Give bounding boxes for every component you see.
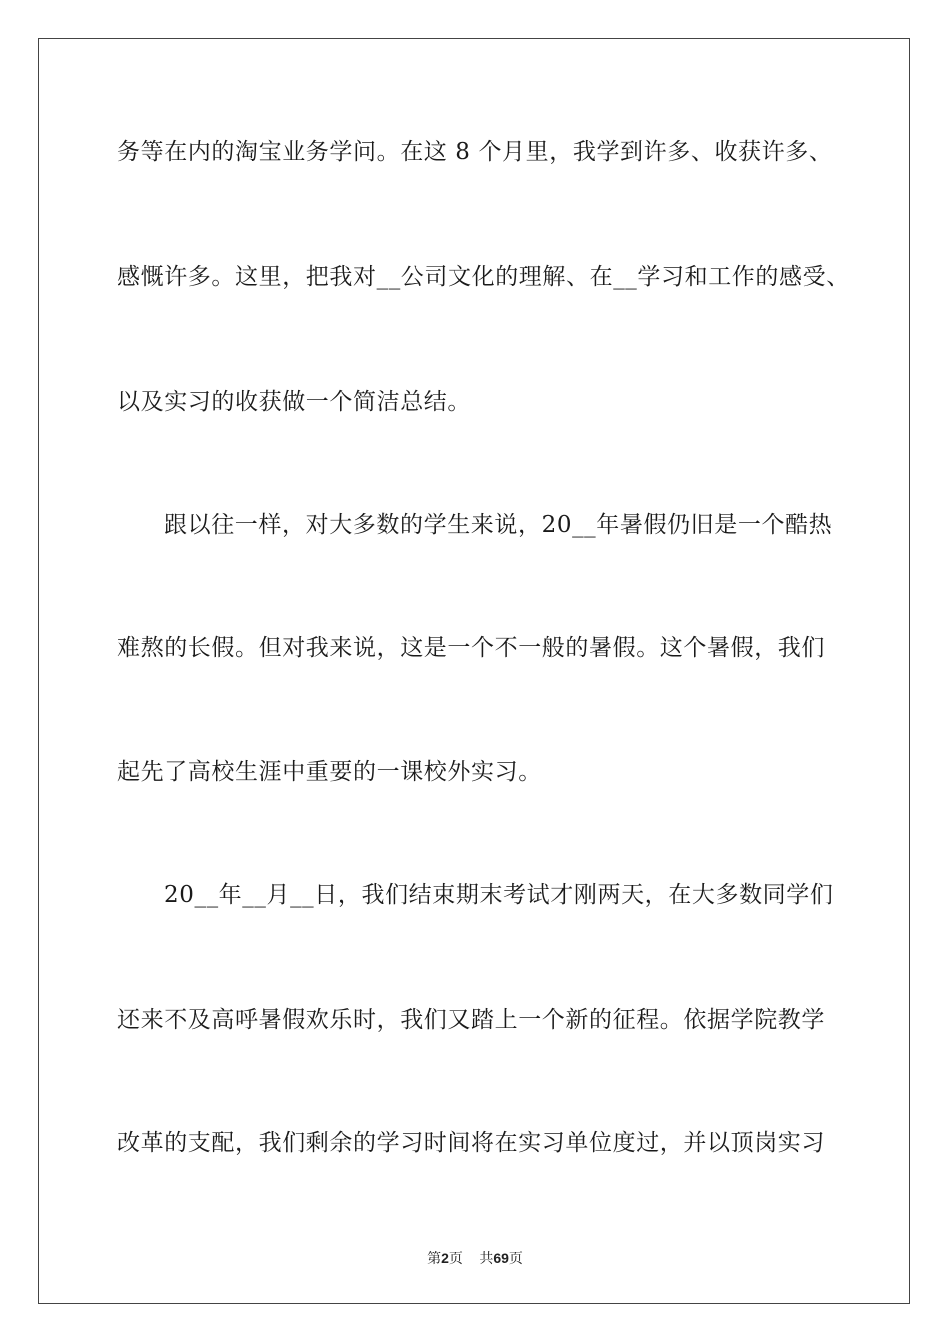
page-indicator: 第2页 bbox=[427, 1250, 463, 1267]
text-line: 感慨许多。这里，把我对__公司文化的理解、在__学习和工作的感受、 bbox=[117, 264, 850, 290]
text-line: 难熬的长假。但对我来说，这是一个不一般的暑假。这个暑假，我们 bbox=[117, 635, 825, 661]
text-line: 起先了高校生涯中重要的一课校外实习。 bbox=[117, 759, 542, 785]
page-border bbox=[38, 38, 910, 1304]
total-pages-indicator: 共69页 bbox=[479, 1250, 523, 1267]
paragraph-first-line: 跟以往一样，对大多数的学生来说，20__年暑假仍旧是一个酷热 bbox=[164, 512, 833, 538]
page-footer bbox=[0, 1248, 950, 1268]
text-line: 务等在内的淘宝业务学问。在这 8 个月里，我学到许多、收获许多、 bbox=[117, 139, 833, 165]
text-line: 改革的支配，我们剩余的学习时间将在实习单位度过，并以顶岗实习 bbox=[117, 1130, 825, 1156]
paragraph-first-line: 20__年__月__日，我们结束期末考试才刚两天，在大多数同学们 bbox=[164, 882, 834, 908]
text-line: 以及实习的收获做一个简洁总结。 bbox=[117, 389, 471, 415]
text-line: 还来不及高呼暑假欢乐时，我们又踏上一个新的征程。依据学院教学 bbox=[117, 1007, 825, 1033]
